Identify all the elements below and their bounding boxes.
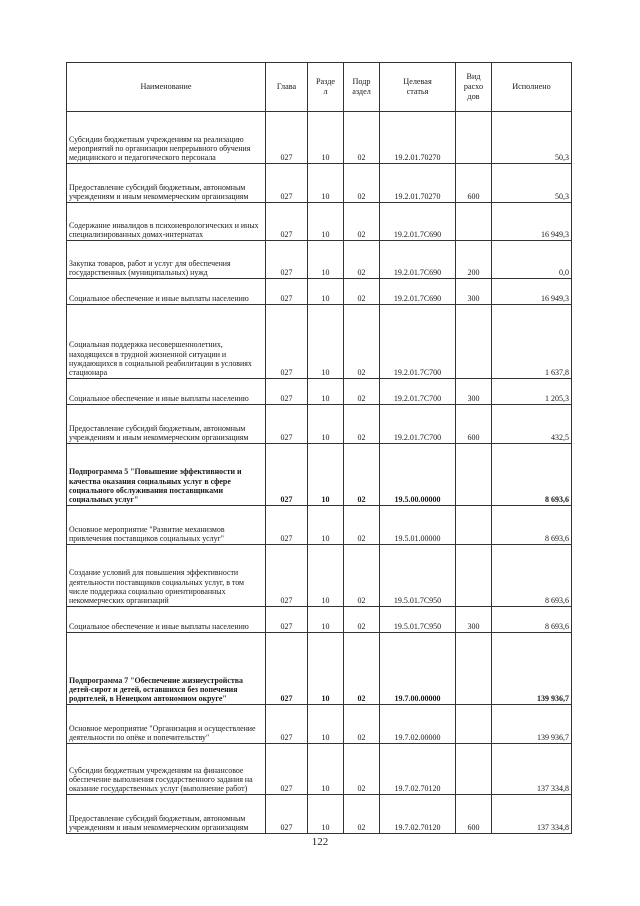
cell-subsection: 02 bbox=[344, 444, 380, 506]
cell-name: Создание условий для повышения эффективности деятельности поставщиков социальных услуг, в том числе поддержка социально ориентированных некоммерческих организаций bbox=[67, 545, 266, 607]
page-number: 122 bbox=[311, 836, 329, 848]
cell-expense: 300 bbox=[456, 279, 492, 305]
cell-expense bbox=[456, 744, 492, 795]
cell-expense: 200 bbox=[456, 241, 492, 279]
cell-executed: 137 334,8 bbox=[492, 744, 572, 795]
cell-subsection: 02 bbox=[344, 164, 380, 203]
cell-executed: 16 949,3 bbox=[492, 279, 572, 305]
cell-target: 19.7.02.00000 bbox=[380, 705, 456, 744]
table-row bbox=[67, 279, 572, 305]
cell-target: 19.2.01.7С700 bbox=[380, 305, 456, 379]
cell-subsection: 02 bbox=[344, 379, 380, 405]
cell-section: 10 bbox=[308, 545, 344, 607]
cell-subsection: 02 bbox=[344, 633, 380, 705]
cell-expense bbox=[456, 305, 492, 379]
cell-executed: 139 936,7 bbox=[492, 633, 572, 705]
budget-table bbox=[66, 62, 572, 834]
cell-name: Подпрограмма 5 "Повышение эффективности и качества оказания социальных услуг в сфере социального обслуживания поставщиками социальных услуг" bbox=[67, 444, 266, 506]
cell-target: 19.2.01.70270 bbox=[380, 164, 456, 203]
header-chapter: Глава bbox=[266, 63, 308, 112]
cell-expense: 600 bbox=[456, 795, 492, 834]
cell-expense bbox=[456, 203, 492, 241]
cell-expense: 600 bbox=[456, 164, 492, 203]
cell-chapter: 027 bbox=[266, 506, 308, 545]
cell-section: 10 bbox=[308, 744, 344, 795]
table-row bbox=[67, 744, 572, 795]
cell-name: Социальное обеспечение и иные выплаты населению bbox=[67, 607, 266, 633]
cell-subsection: 02 bbox=[344, 545, 380, 607]
cell-target: 19.2.01.7С690 bbox=[380, 203, 456, 241]
cell-chapter: 027 bbox=[266, 633, 308, 705]
cell-subsection: 02 bbox=[344, 279, 380, 305]
cell-subsection: 02 bbox=[344, 506, 380, 545]
cell-executed: 8 693,6 bbox=[492, 607, 572, 633]
cell-section: 10 bbox=[308, 112, 344, 164]
cell-name: Предоставление субсидий бюджетным, автономным учреждениям и иным некоммерческим организациям bbox=[67, 164, 266, 203]
cell-subsection: 02 bbox=[344, 705, 380, 744]
cell-name: Закупка товаров, работ и услуг для обеспечения государственных (муниципальных) нужд bbox=[67, 241, 266, 279]
table-row bbox=[67, 795, 572, 834]
cell-name: Предоставление субсидий бюджетным, автономным учреждениям и иным некоммерческим организациям bbox=[67, 795, 266, 834]
table-row bbox=[67, 241, 572, 279]
cell-executed: 137 334,8 bbox=[492, 795, 572, 834]
cell-expense bbox=[456, 545, 492, 607]
cell-name: Субсидии бюджетным учреждениям на финансовое обеспечение выполнения государственного задания на оказание государственных услуг (выполнение работ) bbox=[67, 744, 266, 795]
cell-expense bbox=[456, 633, 492, 705]
cell-executed: 1 205,3 bbox=[492, 379, 572, 405]
header-name: Наименование bbox=[67, 63, 266, 112]
cell-section: 10 bbox=[308, 795, 344, 834]
cell-expense bbox=[456, 705, 492, 744]
cell-chapter: 027 bbox=[266, 444, 308, 506]
header-section: Разде л bbox=[308, 63, 344, 112]
table-row bbox=[67, 164, 572, 203]
cell-section: 10 bbox=[308, 444, 344, 506]
cell-executed: 8 693,6 bbox=[492, 444, 572, 506]
cell-target: 19.2.01.7С690 bbox=[380, 241, 456, 279]
cell-subsection: 02 bbox=[344, 112, 380, 164]
cell-expense bbox=[456, 444, 492, 506]
cell-chapter: 027 bbox=[266, 164, 308, 203]
cell-target: 19.7.02.70120 bbox=[380, 744, 456, 795]
table-row bbox=[67, 203, 572, 241]
cell-name: Основное мероприятие "Развитие механизмов привлечения поставщиков социальных услуг" bbox=[67, 506, 266, 545]
cell-target: 19.2.01.7С700 bbox=[380, 405, 456, 444]
table-row bbox=[67, 379, 572, 405]
cell-section: 10 bbox=[308, 633, 344, 705]
cell-target: 19.5.00.00000 bbox=[380, 444, 456, 506]
table-row bbox=[67, 705, 572, 744]
cell-section: 10 bbox=[308, 279, 344, 305]
cell-section: 10 bbox=[308, 405, 344, 444]
cell-name: Основное мероприятие "Организация и осуществление деятельности по опёке и попечительству" bbox=[67, 705, 266, 744]
cell-expense bbox=[456, 112, 492, 164]
table-row bbox=[67, 545, 572, 607]
cell-name: Содержание инвалидов в психоневрологических и иных специализированных домах-интернатах bbox=[67, 203, 266, 241]
cell-target: 19.5.01.00000 bbox=[380, 506, 456, 545]
cell-name: Социальное обеспечение и иные выплаты населению bbox=[67, 379, 266, 405]
cell-section: 10 bbox=[308, 506, 344, 545]
cell-name: Социальное обеспечение и иные выплаты населению bbox=[67, 279, 266, 305]
table-row bbox=[67, 607, 572, 633]
header-subsection: Подр аздел bbox=[344, 63, 380, 112]
table-row bbox=[67, 112, 572, 164]
cell-chapter: 027 bbox=[266, 705, 308, 744]
cell-subsection: 02 bbox=[344, 405, 380, 444]
cell-target: 19.5.01.7С950 bbox=[380, 545, 456, 607]
cell-chapter: 027 bbox=[266, 744, 308, 795]
cell-chapter: 027 bbox=[266, 279, 308, 305]
cell-subsection: 02 bbox=[344, 744, 380, 795]
table-row bbox=[67, 405, 572, 444]
cell-section: 10 bbox=[308, 203, 344, 241]
header-executed: Исполнено bbox=[492, 63, 572, 112]
cell-target: 19.7.02.70120 bbox=[380, 795, 456, 834]
table-row bbox=[67, 305, 572, 379]
cell-section: 10 bbox=[308, 241, 344, 279]
cell-chapter: 027 bbox=[266, 379, 308, 405]
cell-executed: 50,3 bbox=[492, 112, 572, 164]
cell-subsection: 02 bbox=[344, 241, 380, 279]
cell-chapter: 027 bbox=[266, 203, 308, 241]
table-row bbox=[67, 444, 572, 506]
cell-name: Субсидии бюджетным учреждениям на реализацию мероприятий по организации непрерывного обучения медицинского и педагогического персонала bbox=[67, 112, 266, 164]
cell-chapter: 027 bbox=[266, 607, 308, 633]
cell-executed: 50,3 bbox=[492, 164, 572, 203]
cell-chapter: 027 bbox=[266, 305, 308, 379]
cell-section: 10 bbox=[308, 705, 344, 744]
cell-executed: 8 693,6 bbox=[492, 506, 572, 545]
cell-section: 10 bbox=[308, 379, 344, 405]
cell-executed: 16 949,3 bbox=[492, 203, 572, 241]
cell-expense: 300 bbox=[456, 379, 492, 405]
table-row bbox=[67, 506, 572, 545]
cell-target: 19.5.01.7С950 bbox=[380, 607, 456, 633]
cell-subsection: 02 bbox=[344, 203, 380, 241]
cell-name: Предоставление субсидий бюджетным, автономным учреждениям и иным некоммерческим организациям bbox=[67, 405, 266, 444]
cell-chapter: 027 bbox=[266, 795, 308, 834]
cell-subsection: 02 bbox=[344, 607, 380, 633]
cell-chapter: 027 bbox=[266, 545, 308, 607]
cell-executed: 139 936,7 bbox=[492, 705, 572, 744]
cell-executed: 432,5 bbox=[492, 405, 572, 444]
cell-section: 10 bbox=[308, 164, 344, 203]
table-row bbox=[67, 633, 572, 705]
table-header-row bbox=[67, 63, 572, 112]
header-expense: Вид расхо дов bbox=[456, 63, 492, 112]
cell-subsection: 02 bbox=[344, 305, 380, 379]
cell-section: 10 bbox=[308, 607, 344, 633]
cell-executed: 8 693,6 bbox=[492, 545, 572, 607]
cell-target: 19.2.01.70270 bbox=[380, 112, 456, 164]
header-target: Целевая статья bbox=[380, 63, 456, 112]
cell-subsection: 02 bbox=[344, 795, 380, 834]
cell-expense: 600 bbox=[456, 405, 492, 444]
cell-section: 10 bbox=[308, 305, 344, 379]
cell-target: 19.2.01.7С700 bbox=[380, 379, 456, 405]
cell-executed: 1 637,8 bbox=[492, 305, 572, 379]
cell-expense bbox=[456, 506, 492, 545]
cell-target: 19.2.01.7С690 bbox=[380, 279, 456, 305]
cell-chapter: 027 bbox=[266, 405, 308, 444]
cell-name: Социальная поддержка несовершеннолетних, находящихся в трудной жизненной ситуации и нуждающихся в социальной реабилитации в условиях стационара bbox=[67, 305, 266, 379]
cell-target: 19.7.00.00000 bbox=[380, 633, 456, 705]
cell-name: Подпрограмма 7 "Обеспечение жизнеустройства детей-сирот и детей, оставшихся без попечения родителей, в Ненецком автономном округе" bbox=[67, 633, 266, 705]
cell-expense: 300 bbox=[456, 607, 492, 633]
cell-executed: 0,0 bbox=[492, 241, 572, 279]
cell-chapter: 027 bbox=[266, 112, 308, 164]
cell-chapter: 027 bbox=[266, 241, 308, 279]
